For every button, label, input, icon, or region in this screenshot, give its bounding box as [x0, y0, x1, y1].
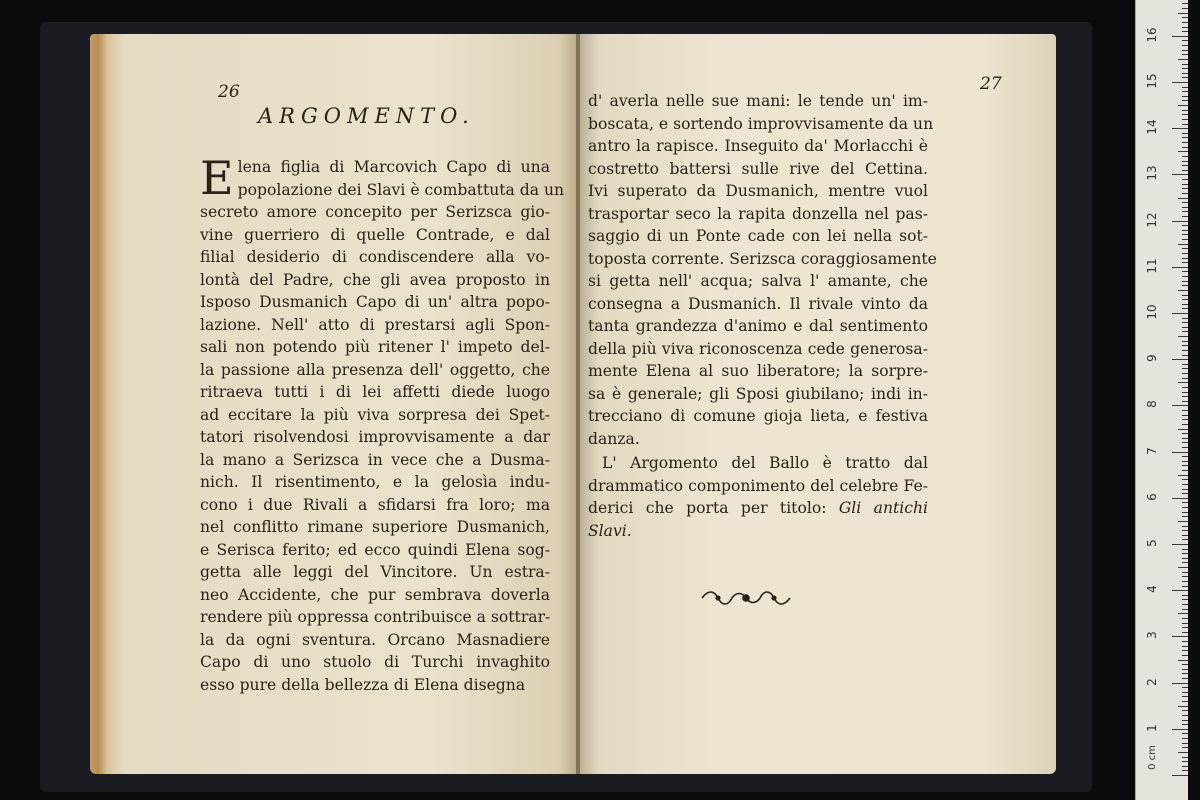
ruler-tick [1182, 655, 1188, 656]
page-number-right: 27 [980, 74, 1002, 94]
left-page-text [200, 151, 565, 696]
ruler-tick [1182, 165, 1188, 166]
ruler-tick [1172, 498, 1188, 499]
ruler-tick [1182, 40, 1188, 41]
ruler-label: 11 [1145, 258, 1159, 274]
text-line: la mano a Serizsca in vece che a Dusma- [200, 450, 550, 469]
ruler-label: 7 [1145, 446, 1159, 455]
ruler-tick [1182, 304, 1188, 305]
ruler-tick [1182, 230, 1188, 231]
ruler-tick [1172, 313, 1188, 314]
page-heading: ARGOMENTO. [258, 104, 475, 128]
ruler-tick [1182, 562, 1188, 563]
ruler-tick [1182, 572, 1188, 573]
ruler-tick [1182, 526, 1188, 527]
ruler-tick [1182, 64, 1188, 65]
text-line: nel conflitto rimane superiore Dusmanich, [200, 518, 550, 536]
ruler-tick [1182, 456, 1188, 457]
ruler-tick [1182, 161, 1188, 162]
ruler-tick [1178, 660, 1188, 661]
text-line [588, 520, 928, 543]
ruler-tick [1182, 262, 1188, 263]
ruler-unit-label: 0 cm [1146, 745, 1158, 770]
ruler-tick [1182, 415, 1188, 416]
ruler-tick [1182, 179, 1188, 180]
ruler-tick [1182, 202, 1188, 203]
text-line: toposta corrente. Serizsca coraggiosamente [588, 249, 937, 268]
ruler-tick [1182, 87, 1188, 88]
ruler-tick [1182, 696, 1188, 697]
text-line: neo Accidente, che pur sembrava doverla [200, 585, 550, 604]
ruler-tick [1178, 105, 1188, 106]
ruler-tick [1172, 405, 1188, 406]
ruler-tick [1182, 512, 1188, 513]
ruler-tick [1182, 253, 1188, 254]
ruler-tick [1182, 188, 1188, 189]
ruler-label: 14 [1145, 119, 1159, 135]
ruler-tick [1182, 465, 1188, 466]
ruler-tick [1182, 516, 1188, 517]
ruler-tick [1182, 211, 1188, 212]
text-line: L' Argomento del Ballo è tratto dal [602, 454, 928, 472]
ruler-tick [1182, 308, 1188, 309]
ruler-tick [1182, 743, 1188, 744]
ruler-tick [1178, 706, 1188, 707]
ruler-tick [1182, 724, 1188, 725]
text-line: ritraeva tutti i di lei affetti diede luogo [200, 383, 550, 401]
ruler-tick [1182, 392, 1188, 393]
ruler-tick [1182, 147, 1188, 148]
ruler-tick [1182, 299, 1188, 300]
ruler-tick [1182, 276, 1188, 277]
text-line: sali non potendo più ritener l' impeto del- [200, 338, 550, 356]
text-line: filial desiderio di condiscendere alla vo- [200, 248, 550, 266]
ruler-tick [1182, 623, 1188, 624]
ruler-tick [1182, 438, 1188, 439]
ruler-label: 8 [1145, 400, 1159, 409]
ruler-tick [1182, 586, 1188, 587]
text-line: drammatico componimento del celebre Fe- [588, 476, 928, 495]
ruler-tick [1182, 110, 1188, 111]
ruler-tick [1182, 489, 1188, 490]
ruler-tick [1182, 558, 1188, 559]
ruler-tick [1182, 355, 1188, 356]
ruler-tick [1182, 493, 1188, 494]
ruler-tick [1182, 124, 1188, 125]
ruler-tick [1182, 68, 1188, 69]
ruler-label: 9 [1145, 354, 1159, 363]
text-line: esso pure della bellezza di Elena disegna [200, 675, 526, 694]
ruler-tick [1182, 738, 1188, 739]
text-line: derici che porta per titolo: Gli antichi [588, 499, 929, 517]
ruler-tick [1182, 216, 1188, 217]
ruler-tick [1172, 775, 1188, 776]
ruler-tick [1182, 248, 1188, 249]
ruler-tick [1178, 151, 1188, 152]
ruler-tick [1178, 752, 1188, 753]
ruler-tick [1182, 22, 1188, 23]
ruler-tick [1182, 757, 1188, 758]
ruler-label: 3 [1145, 631, 1159, 640]
text-line: trecciano di comune gioja lieta, e festiva [588, 407, 928, 425]
ruler-tick [1182, 761, 1188, 762]
text-line: e Serisca ferito; ed ecco quindi Elena sog- [200, 540, 550, 559]
ruler-tick [1182, 91, 1188, 92]
ruler-tick [1182, 327, 1188, 328]
ruler-label: 1 [1145, 723, 1159, 732]
ruler-tick [1182, 350, 1188, 351]
text-line: rendere più oppressa contribuisce a sottrar- [200, 608, 551, 626]
ruler-tick [1182, 285, 1188, 286]
page-number-left: 26 [218, 82, 240, 102]
ruler-tick [1182, 595, 1188, 596]
ruler-tick [1182, 553, 1188, 554]
ruler-tick [1178, 290, 1188, 291]
ruler-tick [1182, 770, 1188, 771]
ruler-tick [1182, 27, 1188, 28]
ruler-tick [1182, 133, 1188, 134]
ruler-tick [1182, 156, 1188, 157]
ruler-tick [1182, 281, 1188, 282]
ruler-tick [1182, 618, 1188, 619]
ruler-tick [1182, 442, 1188, 443]
ruler-tick [1182, 701, 1188, 702]
ruler-tick [1182, 401, 1188, 402]
ruler-tick [1182, 669, 1188, 670]
ruler-label: 13 [1145, 165, 1159, 182]
ruler-tick [1182, 387, 1188, 388]
text-line: danza. [588, 429, 640, 448]
ruler-tick [1182, 17, 1188, 18]
ruler-tick [1182, 447, 1188, 448]
ruler-tick [1182, 137, 1188, 138]
text-line: cono i due Rivali a sfidarsi fra loro; ma [200, 495, 550, 514]
text-line: getta alle leggi del Vincitore. Un estra- [200, 563, 550, 581]
text-line: trasportar seco la rapita donzella nel pas- [588, 204, 928, 223]
ruler-tick [1182, 8, 1188, 9]
ruler-tick [1182, 96, 1188, 97]
ruler-tick [1178, 429, 1188, 430]
ruler-tick [1182, 50, 1188, 51]
ruler-tick [1182, 45, 1188, 46]
ruler-tick [1182, 576, 1188, 577]
ruler-tick [1182, 664, 1188, 665]
ruler-tick [1182, 193, 1188, 194]
ruler-tick [1178, 521, 1188, 522]
text-line: lazione. Nell' atto di prestarsi agli Spon- [200, 315, 550, 334]
ruler-tick [1182, 419, 1188, 420]
ruler-tick [1182, 484, 1188, 485]
ruler-tick [1182, 318, 1188, 319]
text-line: sa è generale; gli Sposi giubilano; indi in- [588, 384, 928, 403]
text-line: secreto amore concepito per Serizsca gio- [200, 203, 550, 221]
text-line: mente Elena al suo liberatore; la sorpre- [588, 362, 928, 380]
ruler-tick [1182, 142, 1188, 143]
ruler-tick [1178, 244, 1188, 245]
ruler-tick [1182, 692, 1188, 693]
ruler-tick [1182, 114, 1188, 115]
text-line: tanta grandezza d'animo e dal sentimento [588, 317, 928, 335]
ruler-tick [1182, 581, 1188, 582]
ruler-tick [1178, 475, 1188, 476]
ruler-tick [1172, 359, 1188, 360]
ruler-tick [1182, 470, 1188, 471]
ruler-tick [1182, 184, 1188, 185]
text-line: d' averla nelle sue mani: le tende un' im- [588, 92, 928, 110]
ruler-label: 16 [1145, 27, 1159, 43]
ruler-tick [1172, 174, 1188, 175]
ruler-tick [1178, 613, 1188, 614]
ruler-tick [1178, 336, 1188, 337]
ruler-tick [1172, 221, 1188, 222]
ruler-tick [1182, 73, 1188, 74]
ruler-tick [1178, 59, 1188, 60]
ruler-tick [1182, 410, 1188, 411]
ruler-tick [1182, 710, 1188, 711]
ruler-tick [1182, 170, 1188, 171]
drop-cap: E [200, 151, 234, 205]
ruler-tick [1182, 733, 1188, 734]
ruler-tick [1182, 77, 1188, 78]
text-line: Ivi superato da Dusmanich, mentre vuol [588, 182, 928, 200]
ruler-tick [1178, 13, 1188, 14]
ruler-tick [1182, 54, 1188, 55]
ruler-tick [1182, 433, 1188, 434]
ruler-tick [1182, 368, 1188, 369]
ruler-tick [1182, 119, 1188, 120]
ruler-tick [1182, 627, 1188, 628]
text-line: vine guerriero di quelle Contrade, e dal [200, 225, 550, 244]
right-page-text [588, 90, 937, 450]
ruler-tick [1182, 599, 1188, 600]
ruler-tick [1182, 479, 1188, 480]
ruler-tick [1182, 234, 1188, 235]
text-line: la da ogni sventura. Orcano Masnadiere [200, 630, 550, 649]
ruler-label: 4 [1145, 585, 1159, 594]
ruler-tick [1172, 267, 1188, 268]
text-line: lena figlia di Marcovich Capo di una [237, 158, 550, 176]
ruler-tick [1182, 207, 1188, 208]
text-line: nich. Il risentimento, e la gelosìa indu- [200, 473, 550, 491]
open-book [90, 34, 1056, 774]
ruler-tick [1182, 539, 1188, 540]
ruler-tick [1182, 641, 1188, 642]
text-line: la passione alla presenza dell' oggetto, che [200, 360, 550, 379]
ruler-tick [1182, 378, 1188, 379]
text-line: lontà del Padre, che gli avea proposto in [200, 270, 550, 289]
ruler-tick [1182, 322, 1188, 323]
ruler-tick [1178, 567, 1188, 568]
ruler-tick [1182, 295, 1188, 296]
text-line: Isposo Dusmanich Capo di un' altra popo- [200, 293, 550, 311]
ruler-label: 2 [1145, 677, 1159, 686]
ruler-tick [1172, 544, 1188, 545]
ruler-tick [1182, 535, 1188, 536]
text-line: consegna a Dusmanich. Il rivale vinto da [588, 294, 928, 313]
ruler-label: 15 [1145, 73, 1159, 89]
text-line: boscata, e sortendo improvvisamente da un [588, 114, 934, 133]
text-line: popolazione dei Slavi è combattuta da un [237, 180, 565, 199]
ruler-tick [1182, 604, 1188, 605]
ruler-tick [1182, 3, 1188, 4]
ruler-tick [1182, 609, 1188, 610]
ruler-label: 6 [1145, 492, 1159, 501]
ruler-tick [1182, 341, 1188, 342]
ruler-tick [1172, 636, 1188, 637]
ruler-tick [1182, 258, 1188, 259]
ruler-tick [1182, 100, 1188, 101]
ruler-tick [1172, 683, 1188, 684]
ruler-tick [1172, 590, 1188, 591]
ruler-tick [1172, 82, 1188, 83]
ruler-tick [1182, 31, 1188, 32]
ruler-tick [1182, 646, 1188, 647]
ruler-tick [1182, 632, 1188, 633]
ruler-tick [1172, 729, 1188, 730]
ruler-tick [1178, 198, 1188, 199]
ruler-tick [1182, 502, 1188, 503]
text-line: antro la rapisce. Inseguito da' Morlacchi è [588, 137, 928, 155]
ruler-tick [1182, 345, 1188, 346]
ruler-tick [1182, 766, 1188, 767]
text-line: saggio di un Ponte cade con lei nella sot- [588, 227, 928, 245]
ruler-tick [1172, 36, 1188, 37]
ruler-tick [1182, 331, 1188, 332]
text-line: Capo di uno stuolo di Turchi invaghito [200, 653, 550, 671]
right-page-second-paragraph [588, 452, 928, 542]
ruler-tick [1182, 673, 1188, 674]
ruler-tick [1182, 650, 1188, 651]
text-line: tatori risolvendosi improvvisamente a dar [200, 428, 550, 446]
measurement-ruler [1135, 0, 1188, 800]
ruler-tick [1182, 715, 1188, 716]
ruler-tick [1182, 225, 1188, 226]
left-page [90, 34, 578, 774]
text-line: della più viva riconoscenza cede generosa- [588, 339, 928, 358]
ruler-tick [1182, 507, 1188, 508]
ruler-label: 5 [1145, 539, 1159, 547]
ruler-tick [1182, 396, 1188, 397]
text-line: ad eccitare la più viva sorpresa dei Spet- [200, 405, 550, 424]
text-line: costretto battersi sulle rive del Cettina. [588, 159, 928, 178]
ruler-label: 10 [1145, 304, 1159, 320]
work-title-part-2: Slavi. [588, 521, 632, 540]
ruler-tick [1172, 452, 1188, 453]
ruler-tick [1182, 424, 1188, 425]
work-title-part-1: Gli antichi [826, 499, 929, 517]
ruler-tick [1182, 549, 1188, 550]
ruler-tick [1182, 747, 1188, 748]
ruler-tick [1178, 382, 1188, 383]
ruler-tick [1182, 364, 1188, 365]
right-page [580, 34, 1056, 774]
ruler-tick [1182, 678, 1188, 679]
ruler-tick [1172, 128, 1188, 129]
printer-ornament-icon [698, 588, 794, 608]
ruler-tick [1182, 687, 1188, 688]
ruler-tick [1182, 271, 1188, 272]
ruler-tick [1182, 373, 1188, 374]
ruler-tick [1182, 530, 1188, 531]
ruler-tick [1182, 461, 1188, 462]
ruler-tick [1182, 239, 1188, 240]
ruler-label: 12 [1145, 211, 1159, 228]
ruler-tick [1182, 720, 1188, 721]
text-line: si getta nell' acqua; salva l' amante, che [588, 272, 928, 290]
